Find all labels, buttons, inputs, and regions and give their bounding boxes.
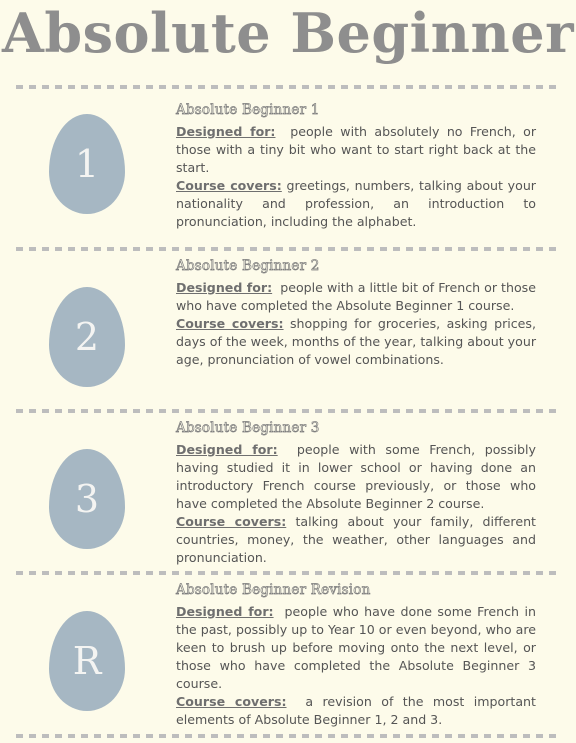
egg-badge-3: [49, 449, 125, 549]
designed-for-text: people with a little bit of French or those who have completed the Absolute Beginner 1 course.: [176, 280, 536, 313]
designed-for-text: people with some French, possibly having studied it in lower school or having done an introductory French course previously, or those who have completed the Absolute Beginner 2 course.: [176, 442, 536, 511]
section-divider: [16, 734, 560, 738]
course-covers-paragraph: [176, 693, 536, 729]
badge-label: 1: [74, 142, 100, 186]
course-absolute-beginner-1: [176, 102, 536, 231]
course-description: [176, 603, 536, 729]
designed-for-paragraph: [176, 603, 536, 693]
course-covers-label: Course covers:: [176, 514, 287, 529]
course-absolute-beginner-revision: [176, 582, 536, 729]
course-covers-text: a revision of the most important elements of Absolute Beginner 1, 2 and 3.: [176, 694, 536, 727]
course-covers-text: shopping for groceries, asking prices, days of the week, months of the year, talking about your age, pronunciation of vowel combinations.: [176, 316, 536, 367]
section-divider: [16, 571, 560, 575]
course-title: Absolute Beginner 3: [176, 420, 320, 436]
course-covers-text: talking about your family, different countries, money, the weather, other languages and pronunciation.: [176, 514, 536, 565]
course-title: Absolute Beginner 2: [176, 258, 320, 274]
designed-for-paragraph: [176, 123, 536, 177]
designed-for-label: Designed for:: [176, 604, 274, 619]
designed-for-paragraph: [176, 441, 536, 513]
course-covers-text: greetings, numbers, talking about your nationality and profession, an introduction to pronunciation, including the alphabet.: [176, 178, 536, 229]
designed-for-text: people who have done some French in the past, possibly up to Year 10 or even beyond, who are keen to brush up before moving onto the next level, or those who have completed the Absolute Beginner 3 course.: [176, 604, 536, 691]
course-covers-paragraph: [176, 513, 536, 567]
course-title: Absolute Beginner 1: [176, 102, 320, 118]
badge-label: R: [72, 639, 102, 683]
badge-label: 2: [74, 315, 100, 359]
designed-for-text: people with absolutely no French, or those with a tiny bit who want to start right back at the start.: [176, 124, 536, 175]
designed-for-paragraph: [176, 279, 536, 315]
course-absolute-beginner-3: [176, 420, 536, 567]
course-covers-label: Course covers:: [176, 316, 284, 331]
designed-for-label: Designed for:: [176, 280, 273, 295]
section-divider: [16, 409, 560, 413]
course-covers-paragraph: [176, 315, 536, 369]
course-covers-label: Course covers:: [176, 178, 282, 193]
designed-for-label: Designed for:: [176, 442, 278, 457]
section-divider: [16, 85, 560, 89]
page-title: Absolute Beginner: [1, 1, 575, 65]
course-covers-label: Course covers:: [176, 694, 287, 709]
course-description: [176, 123, 536, 231]
egg-badge-r: [49, 611, 125, 711]
course-description: [176, 441, 536, 567]
egg-badge-1: [49, 114, 125, 214]
course-covers-paragraph: [176, 177, 536, 231]
course-description: [176, 279, 536, 369]
designed-for-label: Designed for:: [176, 124, 276, 139]
badge-label: 3: [74, 477, 100, 521]
course-absolute-beginner-2: [176, 258, 536, 369]
section-divider: [16, 247, 560, 251]
course-title: Absolute Beginner Revision: [176, 582, 371, 598]
egg-badge-2: [49, 287, 125, 387]
